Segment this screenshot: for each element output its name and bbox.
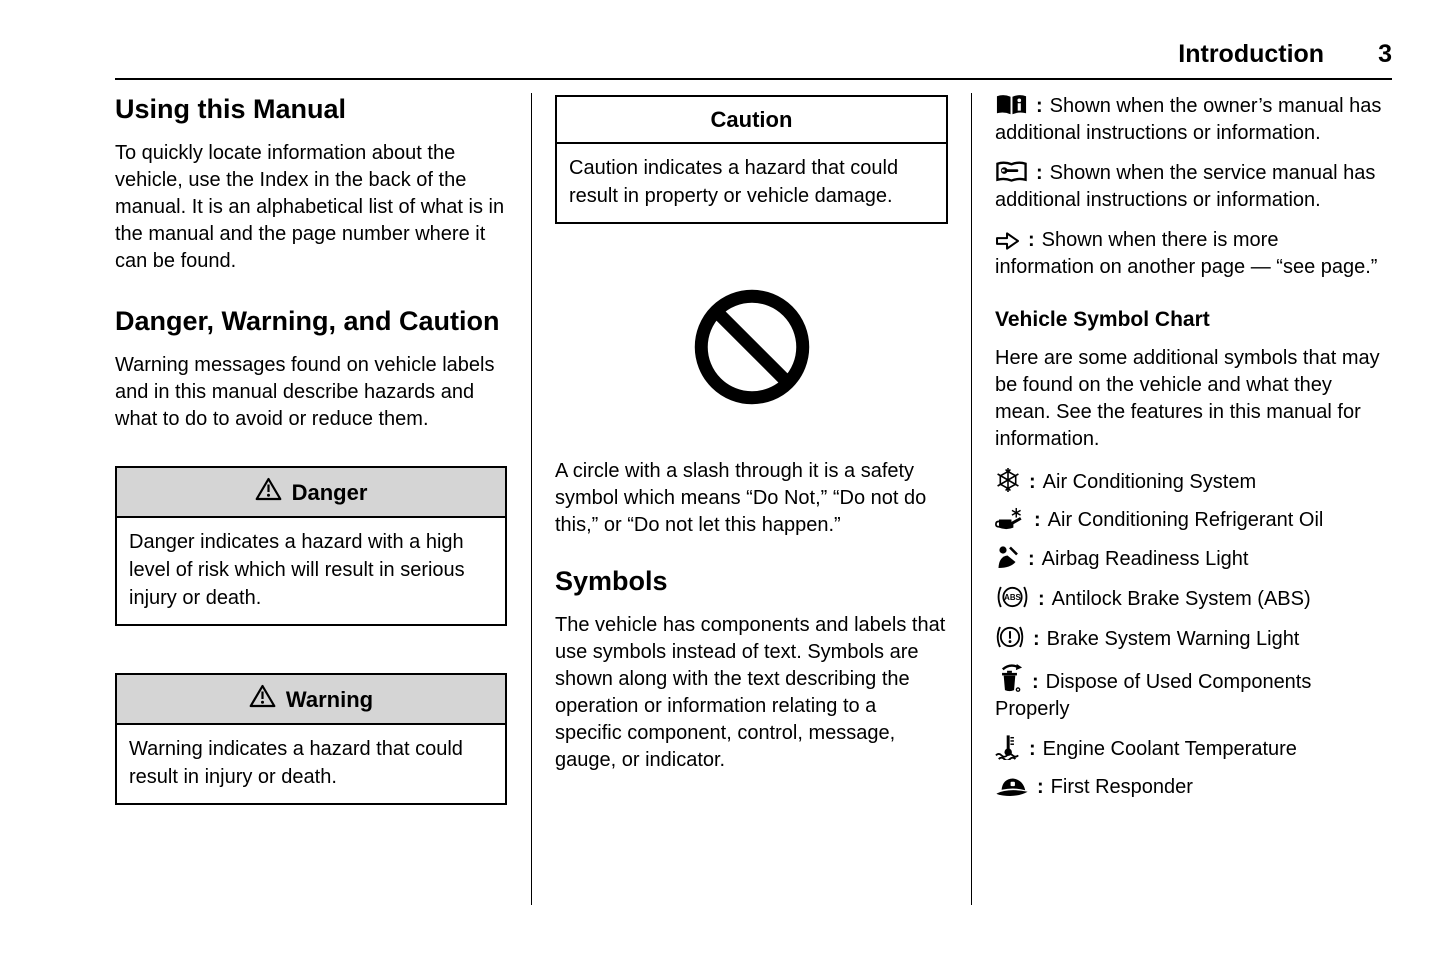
- warning-triangle-icon: [255, 477, 282, 507]
- symbol-text: Dispose of Used Components Properly: [995, 671, 1312, 720]
- symbols-paragraph: The vehicle has components and labels that use symbols instead of text. Symbols are shown along with the text describing the operation or information relating to a specific component, control, message, gauge, or indicator.: [555, 614, 946, 771]
- danger-box-header: [117, 468, 505, 518]
- colon-separator: :: [1036, 162, 1043, 184]
- brake-warning-icon: [995, 624, 1025, 650]
- symbol-row: [995, 734, 1382, 763]
- page-number: 3: [1378, 40, 1392, 68]
- legend-text: Shown when there is more information on another page — “see page.”: [995, 229, 1378, 278]
- page-header: [115, 40, 1392, 80]
- danger-warning-paragraph: Warning messages found on vehicle labels and in this manual describe hazards and what to do to avoid or reduce them.: [115, 354, 495, 430]
- colon-separator: :: [1028, 229, 1035, 251]
- symbol-row: [995, 507, 1382, 534]
- heading-danger-warning-caution: Danger, Warning, and Caution: [115, 306, 500, 336]
- symbol-row: [995, 545, 1382, 573]
- svg-text:ABS: ABS: [1004, 593, 1021, 602]
- abs-icon: [995, 584, 1030, 610]
- warning-box-header: [117, 675, 505, 725]
- heading-symbols: Symbols: [555, 566, 668, 596]
- see-page-arrow-icon: [995, 231, 1020, 251]
- column-left: [115, 93, 532, 905]
- symbol-text: Antilock Brake System (ABS): [1051, 588, 1311, 610]
- coolant-temperature-icon: [995, 734, 1021, 760]
- colon-separator: :: [1033, 628, 1040, 650]
- dispose-icon: [995, 664, 1024, 693]
- legend-text: Shown when the service manual has additional instructions or information.: [995, 162, 1376, 211]
- caution-box: [555, 95, 948, 224]
- legend-row: [995, 93, 1382, 147]
- column-right: [972, 93, 1382, 905]
- colon-separator: :: [1029, 471, 1036, 493]
- warning-box-title: Warning: [285, 686, 374, 712]
- owner-manual-icon: [995, 93, 1028, 117]
- symbol-text: First Responder: [1050, 776, 1193, 798]
- danger-box-body: Danger indicates a hazard with a high level of risk which will result in serious injury or death.: [129, 531, 465, 609]
- symbol-row: [995, 664, 1382, 723]
- colon-separator: :: [1034, 509, 1041, 531]
- colon-separator: :: [1038, 588, 1045, 610]
- circle-slash-caption: A circle with a slash through it is a safety symbol which means “Do Not,” “Do not do this,” or “Do not let this happen.”: [555, 460, 927, 536]
- vehicle-symbol-chart-paragraph: Here are some additional symbols that may be found on the vehicle and what they mean. See the features in this manual for information.: [995, 347, 1380, 450]
- symbol-row: [995, 624, 1382, 653]
- colon-separator: :: [1032, 671, 1039, 693]
- symbol-row: [995, 584, 1382, 613]
- symbol-row: [995, 774, 1382, 801]
- colon-separator: :: [1028, 548, 1035, 570]
- danger-box-title: Danger: [291, 479, 368, 505]
- heading-using-this-manual: Using this Manual: [115, 94, 347, 124]
- warning-box: [115, 673, 507, 805]
- legend-text: Shown when the owner’s manual has additional instructions or information.: [995, 95, 1382, 144]
- first-responder-icon: [995, 775, 1029, 798]
- symbol-row: [995, 467, 1382, 496]
- colon-separator: :: [1036, 95, 1043, 117]
- legend-row: [995, 160, 1382, 214]
- legend-row: [995, 227, 1382, 281]
- section-title: Introduction: [1178, 40, 1325, 68]
- caution-box-header: [557, 97, 946, 144]
- warning-box-body: Warning indicates a hazard that could result in injury or death.: [129, 738, 463, 788]
- symbol-text: Airbag Readiness Light: [1041, 548, 1249, 570]
- caution-box-title: Caution: [710, 107, 793, 132]
- using-manual-paragraph: To quickly locate information about the vehicle, use the Index in the back of the manual. It is an alphabetical list of what is in the manual and the page number where it can be found.: [115, 142, 505, 272]
- service-manual-icon: [995, 160, 1028, 184]
- airbag-icon: [995, 545, 1020, 570]
- circle-slash-icon: [555, 288, 948, 414]
- symbol-text: Brake System Warning Light: [1046, 628, 1300, 650]
- air-conditioning-icon: [995, 467, 1021, 493]
- colon-separator: :: [1037, 776, 1044, 798]
- page-content: [115, 80, 1392, 905]
- caution-box-body: Caution indicates a hazard that could result in property or vehicle damage.: [569, 157, 899, 207]
- symbol-text: Air Conditioning System: [1042, 471, 1257, 493]
- symbol-text: Engine Coolant Temperature: [1042, 738, 1297, 760]
- refrigerant-oil-icon: [995, 507, 1026, 531]
- warning-triangle-icon: [249, 684, 276, 714]
- danger-box: [115, 466, 507, 626]
- symbol-text: Air Conditioning Refrigerant Oil: [1047, 509, 1324, 531]
- heading-vehicle-symbol-chart: Vehicle Symbol Chart: [995, 308, 1210, 331]
- colon-separator: :: [1029, 738, 1036, 760]
- column-middle: [532, 93, 972, 905]
